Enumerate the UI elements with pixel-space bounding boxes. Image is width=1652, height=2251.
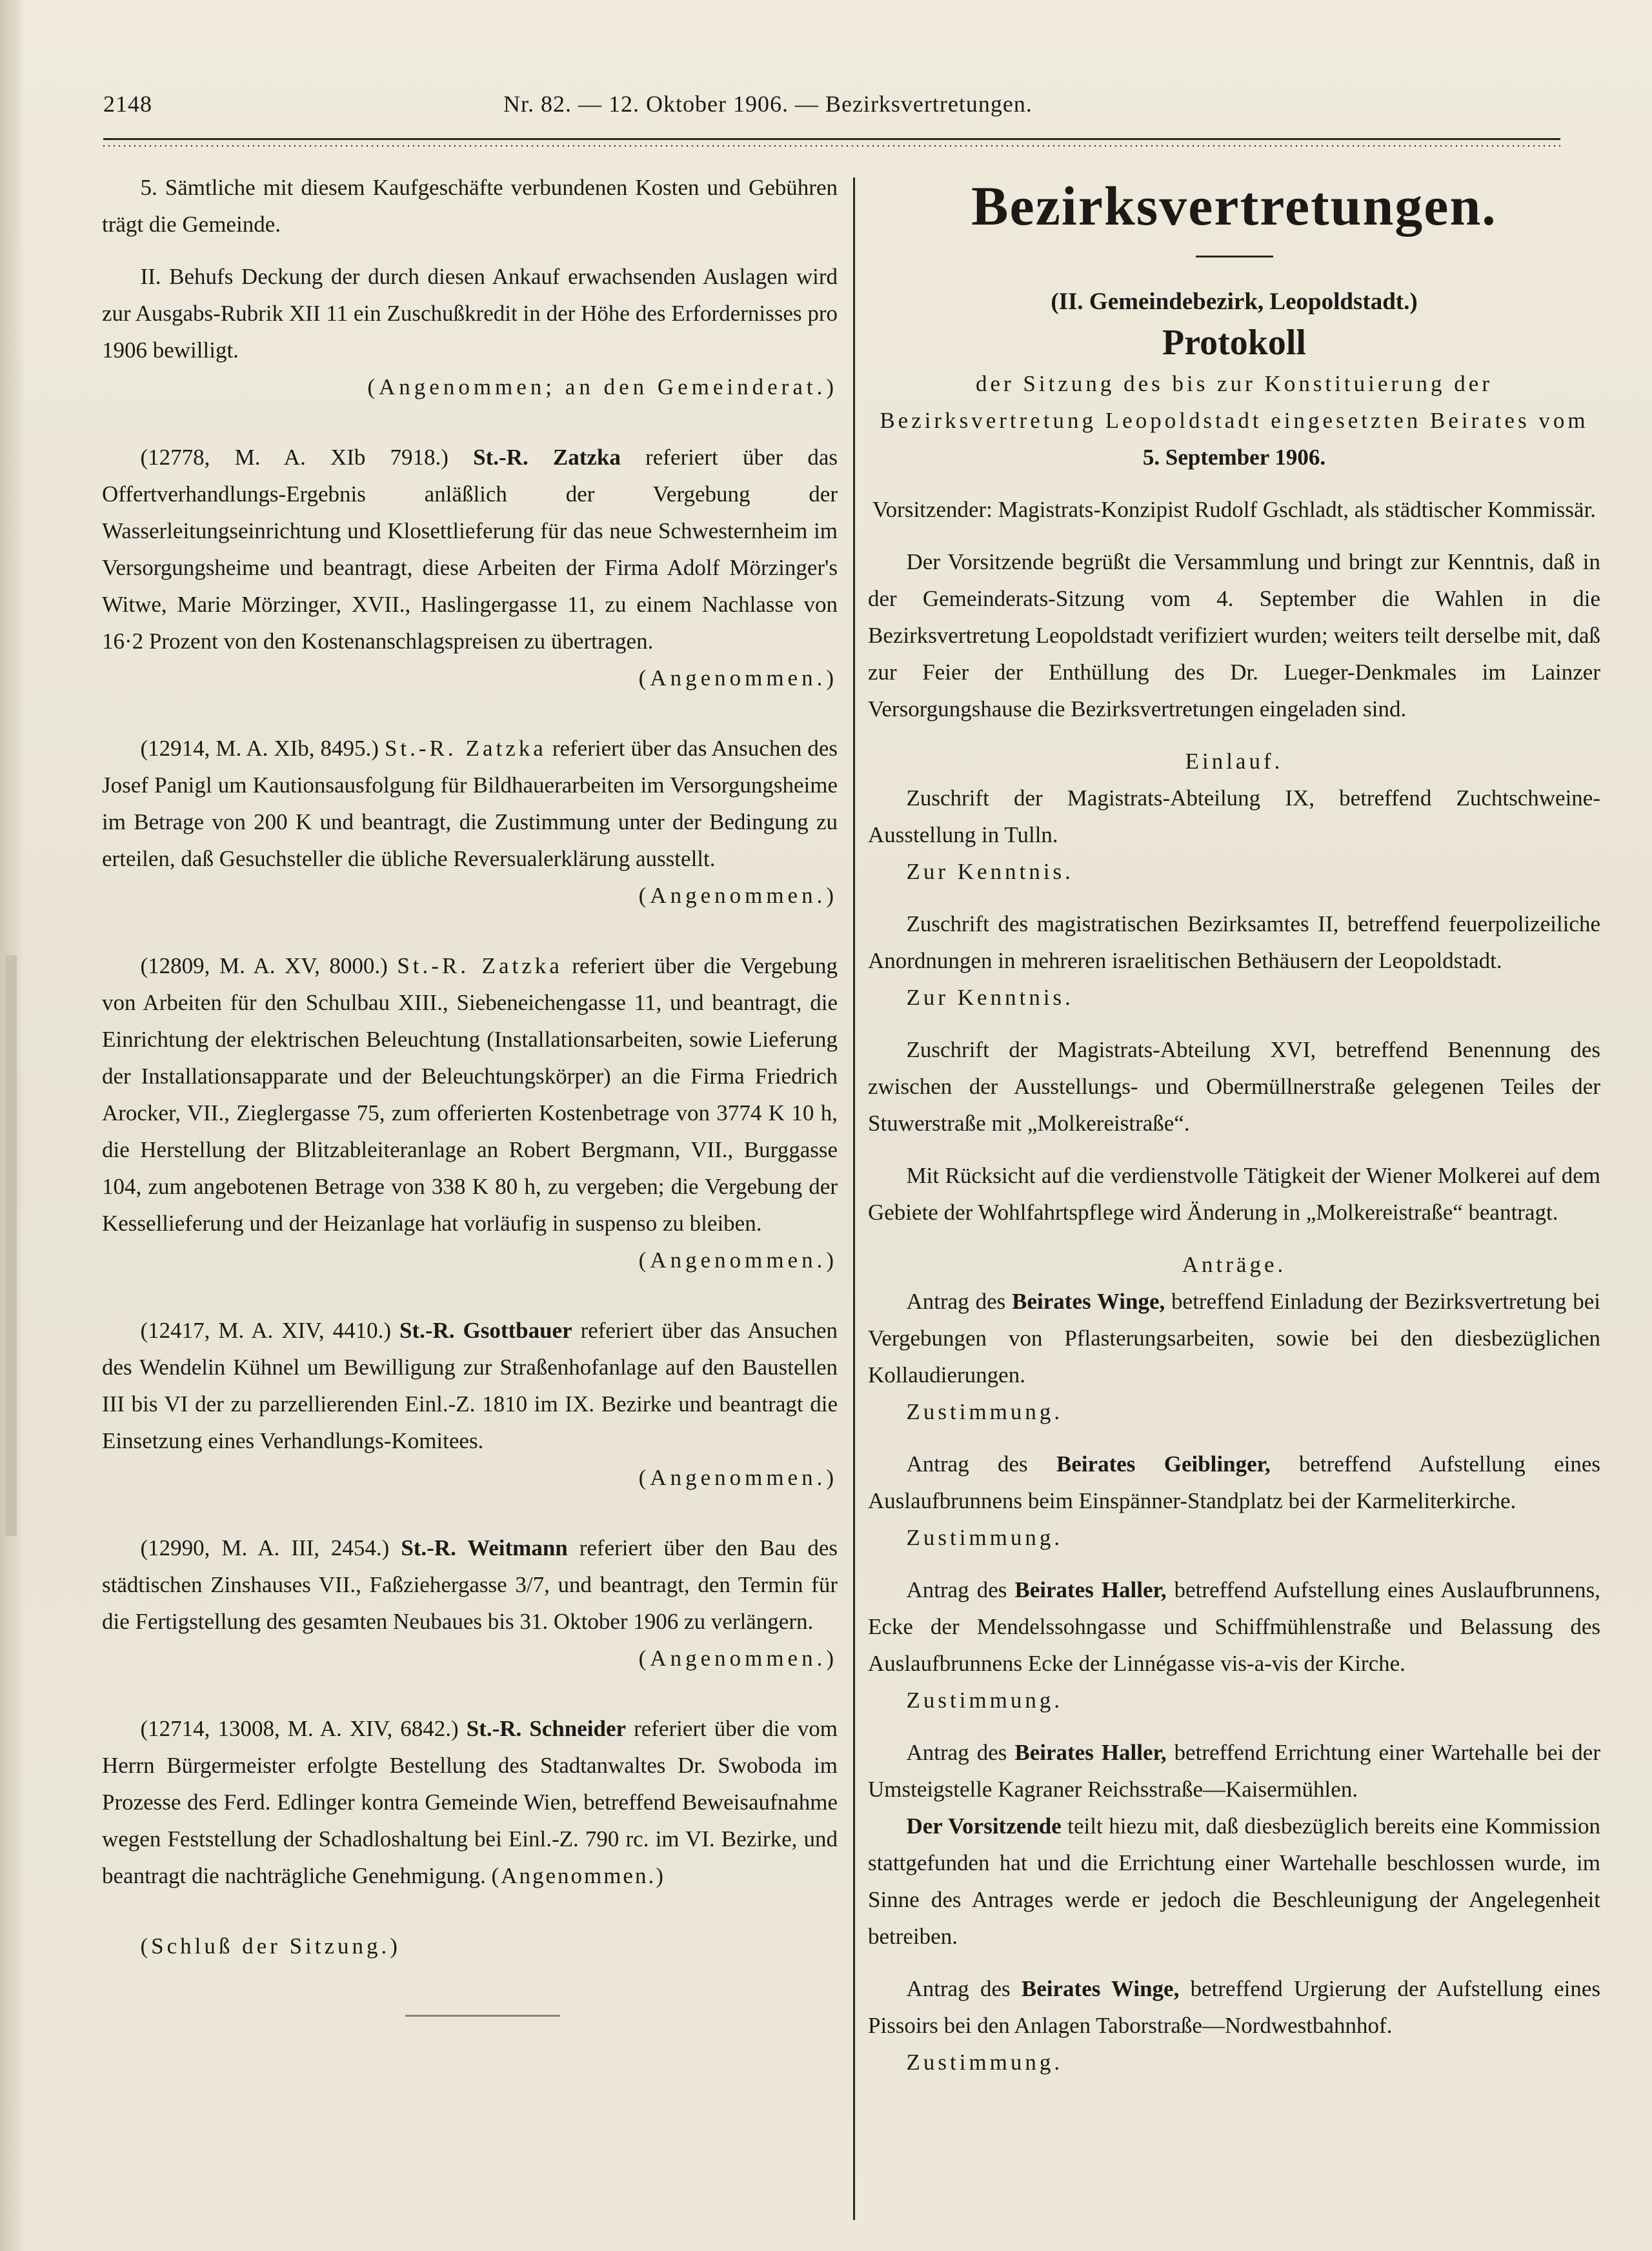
page-header: [103, 90, 1562, 129]
item-reference: (12809, M. A. XV, 8000.): [140, 953, 388, 978]
antrag-text: betreffend Aufstellung eines Auslaufbrunnens, Ecke der Mendelssohngasse und Schiffmühlenstraße und Belassung des Auslaufbrunnens Ecke der Linnégasse vis-a-vis der Kirche.: [868, 1577, 1601, 1676]
antrag-member: Beirates Haller,: [1014, 1577, 1167, 1602]
result-label: (Angenommen.): [638, 665, 838, 691]
left-column: [102, 169, 838, 2017]
column-separator: [853, 177, 855, 2220]
antrag-text: betreffend Einladung der Bezirksvertretung bei Vergebungen von Pflasterungsarbeiten, sowie bei den diesbezüglichen Kollaudierungen.: [868, 1289, 1600, 1388]
page-number: 2148: [103, 91, 152, 117]
result-label: (Angenommen; an den Gemeinderat.): [367, 374, 838, 399]
antrag-prefix: Antrag des: [906, 1451, 1028, 1477]
einlauf-result: Mit Rücksicht auf die verdienstvolle Tätigkeit der Wiener Molkerei auf dem Gebiete der Wohlfahrtspflege wird Änderung in „Molkereistraße“ beantragt.: [868, 1163, 1600, 1225]
antrag-item: [868, 1446, 1600, 1519]
district-heading: (II. Gemeindebezirk, Leopoldstadt.): [1051, 288, 1418, 315]
opening-paragraph: Der Vorsitzende begrüßt die Versammlung und bringt zur Kenntnis, daß in der Gemeinderats-Sitzung vom 4. September die Wahlen in die Bezirksvertretung Leopoldstadt verifiziert wurden; weiters teilt derselbe mit, daß zur Feier der Enthüllung des Dr. Lueger-Denkmales im Lainzer Versorgungshause die Bezirksvertretungen eingeladen sind.: [868, 549, 1600, 722]
end-rule: [405, 2015, 560, 2017]
antrag-result: Zustimmung.: [906, 1525, 1063, 1550]
antrag-member: Beirates Haller,: [1014, 1740, 1167, 1765]
session-date: 5. September 1906.: [1142, 445, 1326, 470]
agenda-item: [102, 947, 838, 1242]
antrag-result: Zustimmung.: [906, 2050, 1063, 2075]
antrag-text: betreffend Urgierung der Aufstellung eines Pissoirs bei den Anlagen Taborstraße—Nordwestbahnhof.: [868, 1976, 1601, 2038]
item-reference: (12914, M. A. XIb, 8495.): [140, 736, 379, 761]
item-text: referiert über die Vergebung von Arbeiten für den Schulbau XIII., Siebeneichengasse 11, und beantragt, die Einrichtung der elektrischen Beleuchtung (Installationsarbeiten, sowie Lieferung der Installationsapparate und der Beleuchtungskörper) an die Firma Friedrich Arocker, VII., Zieglergasse 75, zum offerierten Kostenbetrage von 3774 K 10 h, die Herstellung der Blitzableiteranlage an Robert Bergmann, VII., Burggasse 104, zum angebotenen Betrage von 338 K 80 h, zu vergeben; die Vergebung der Kessellieferung und der Heizanlage hat vorläufig in suspenso zu bleiben.: [102, 953, 838, 1236]
einlauf-result: Zur Kenntnis.: [906, 985, 1074, 1010]
einlauf-heading: Einlauf.: [1185, 749, 1284, 774]
item-speaker: St.-R. Weitmann: [401, 1535, 568, 1560]
chair-note-text: teilt hiezu mit, daß diesbezüglich bereits eine Kommission stattgefunden hat und die Errichtung einer Wartehalle beschlossen wurde, im Sinne des Antrages werde er jedoch die Beschleunigung der Angelegenheit betreiben.: [868, 1813, 1601, 1949]
einlauf-item: Zuschrift der Magistrats-Abteilung IX, betreffend Zuchtschweine-Ausstellung in Tulln.: [868, 785, 1600, 847]
einlauf-item: Zuschrift der Magistrats-Abteilung XVI, betreffend Benennung des zwischen der Ausstellungs- und Obermüllnerstraße gelegenen Teiles der Stuwerstraße mit „Molkereistraße“.: [868, 1037, 1600, 1136]
antraege-heading: Anträge.: [1182, 1252, 1287, 1277]
item-text: referiert über das Ansuchen des Josef Panigl um Kautionsausfolgung für Bildhauerarbeiten im Versorgungsheime im Betrage von 200 K und beantragt, die Zustimmung unter der Bedingung zu erteilen, daß Gesuchsteller die übliche Reversualerklärung ausstellt.: [102, 736, 838, 871]
protokoll-heading: Protokoll: [1162, 323, 1306, 363]
item-speaker: St.-R. Zatzka: [397, 953, 563, 978]
title-rule: [1196, 256, 1273, 257]
session-intro: der Sitzung des bis zur Konstituierung der Bezirksvertretung Leopoldstadt eingesetzten Beirates vom: [880, 371, 1589, 433]
einlauf-result: Zur Kenntnis.: [906, 859, 1074, 884]
chair-note-speaker: Der Vorsitzende: [906, 1813, 1062, 1839]
item-text: referiert über die vom Herrn Bürgermeister erfolgte Bestellung des Stadtanwaltes Dr. Swoboda im Prozesse des Ferd. Edlinger kontra Gemeinde Wien, betreffend Beweisaufnahme wegen Feststellung der Schadloshaltung bei Einl.-Z. 790 rc. im VI. Bezirke, und beantragt die nachträgliche Genehmigung.: [102, 1716, 838, 1888]
chair-line: Vorsitzender: Magistrats-Konzipist Rudolf Gschladt, als städtischer Kommissär.: [872, 497, 1597, 522]
agenda-item: [102, 1529, 838, 1640]
right-column: [868, 169, 1600, 2081]
antrag-prefix: Antrag des: [906, 1740, 1007, 1765]
antrag-result: Zustimmung.: [906, 1688, 1063, 1713]
antrag-prefix: Antrag des: [906, 1976, 1011, 2001]
item-reference: (12417, M. A. XIV, 4410.): [140, 1318, 392, 1343]
item-speaker: St.-R. Schneider: [466, 1716, 627, 1741]
result-label: (Angenommen.): [638, 1247, 838, 1273]
paragraph-costs: 5. Sämtliche mit diesem Kaufgeschäfte verbundenen Kosten und Gebühren trägt die Gemeinde.: [102, 175, 838, 237]
page-edge-tear: [5, 955, 17, 1536]
antrag-item: [868, 1283, 1600, 1393]
antrag-member: Beirates Winge,: [1012, 1289, 1165, 1314]
item-speaker: St.-R. Zatzka: [384, 736, 547, 761]
item-reference: (12990, M. A. III, 2454.): [140, 1535, 390, 1560]
running-title: Nr. 82. — 12. Oktober 1906. — Bezirksvertretungen.: [503, 91, 1032, 117]
antrag-member: Beirates Winge,: [1021, 1976, 1180, 2001]
antrag-text: betreffend Errichtung einer Wartehalle bei der Umsteigstelle Kagraner Reichsstraße—Kaisermühlen.: [868, 1740, 1600, 1802]
item-speaker: St.-R. Zatzka: [473, 445, 621, 470]
item-speaker: St.-R. Gsottbauer: [399, 1318, 572, 1343]
chair-note: [868, 1808, 1600, 1955]
antrag-item: [868, 1571, 1600, 1682]
result-label: (Angenommen.): [638, 883, 838, 908]
header-rule: [103, 138, 1560, 149]
einlauf-item: Zuschrift des magistratischen Bezirksamtes II, betreffend feuerpolizeiliche Anordnungen in mehreren israelitischen Bethäusern der Leopoldstadt.: [868, 911, 1600, 973]
result-label: (Angenommen.): [491, 1863, 665, 1888]
antrag-item: [868, 1970, 1600, 2044]
antrag-result: Zustimmung.: [906, 1399, 1063, 1424]
result-label: (Angenommen.): [638, 1465, 838, 1490]
agenda-item: [102, 1710, 838, 1894]
section-title: Bezirksvertretungen.: [971, 175, 1497, 237]
result-label: (Angenommen.): [638, 1646, 838, 1671]
item-reference: (12714, 13008, M. A. XIV, 6842.): [140, 1716, 459, 1741]
antrag-prefix: Antrag des: [906, 1289, 1006, 1314]
antrag-item: [868, 1734, 1600, 1808]
antrag-text: betreffend Aufstellung eines Auslaufbrunnens beim Einspänner-Standplatz bei der Karmeliterkirche.: [868, 1451, 1601, 1513]
agenda-item: [102, 730, 838, 877]
item-text: referiert über das Ansuchen des Wendelin Kühnel um Bewilligung zur Straßenhofanlage auf den Baustellen III bis VI der zu parzellierenden Einl.-Z. 1810 im IX. Bezirke und beantragt die Einsetzung eines Verhandlungs-Komitees.: [102, 1318, 838, 1453]
item-reference: (12778, M. A. XIb 7918.): [140, 445, 448, 470]
item-text: referiert über das Offertverhandlungs-Ergebnis anläßlich der Vergebung der Wasserleitungseinrichtung und Klosettlieferung für das neue Schwesternheim im Versorgungsheime und beantragt, diese Arbeiten der Firma Adolf Mörzinger's Witwe, Marie Mörzinger, XVII., Haslingergasse 11, zu einem Nachlasse von 16·2 Prozent von den Kostenanschlagspreisen zu übertragen.: [102, 445, 838, 654]
agenda-item: [102, 1312, 838, 1459]
item-text: referiert über den Bau des städtischen Zinshauses VII., Faßziehergasse 3/7, und beantragt, den Termin für die Fertigstellung des gesamten Neubaues bis 31. Oktober 1906 zu verlängern.: [102, 1535, 838, 1634]
agenda-item: [102, 439, 838, 660]
closing-note: (Schluß der Sitzung.): [140, 1933, 401, 1959]
antrag-member: Beirates Geiblinger,: [1056, 1451, 1271, 1477]
paragraph-credit: II. Behufs Deckung der durch diesen Ankauf erwachsenden Auslagen wird zur Ausgabs-Rubrik XII 11 ein Zuschußkredit in der Höhe des Erfordernisses pro 1906 bewilligt.: [102, 264, 838, 363]
antrag-prefix: Antrag des: [906, 1577, 1007, 1602]
